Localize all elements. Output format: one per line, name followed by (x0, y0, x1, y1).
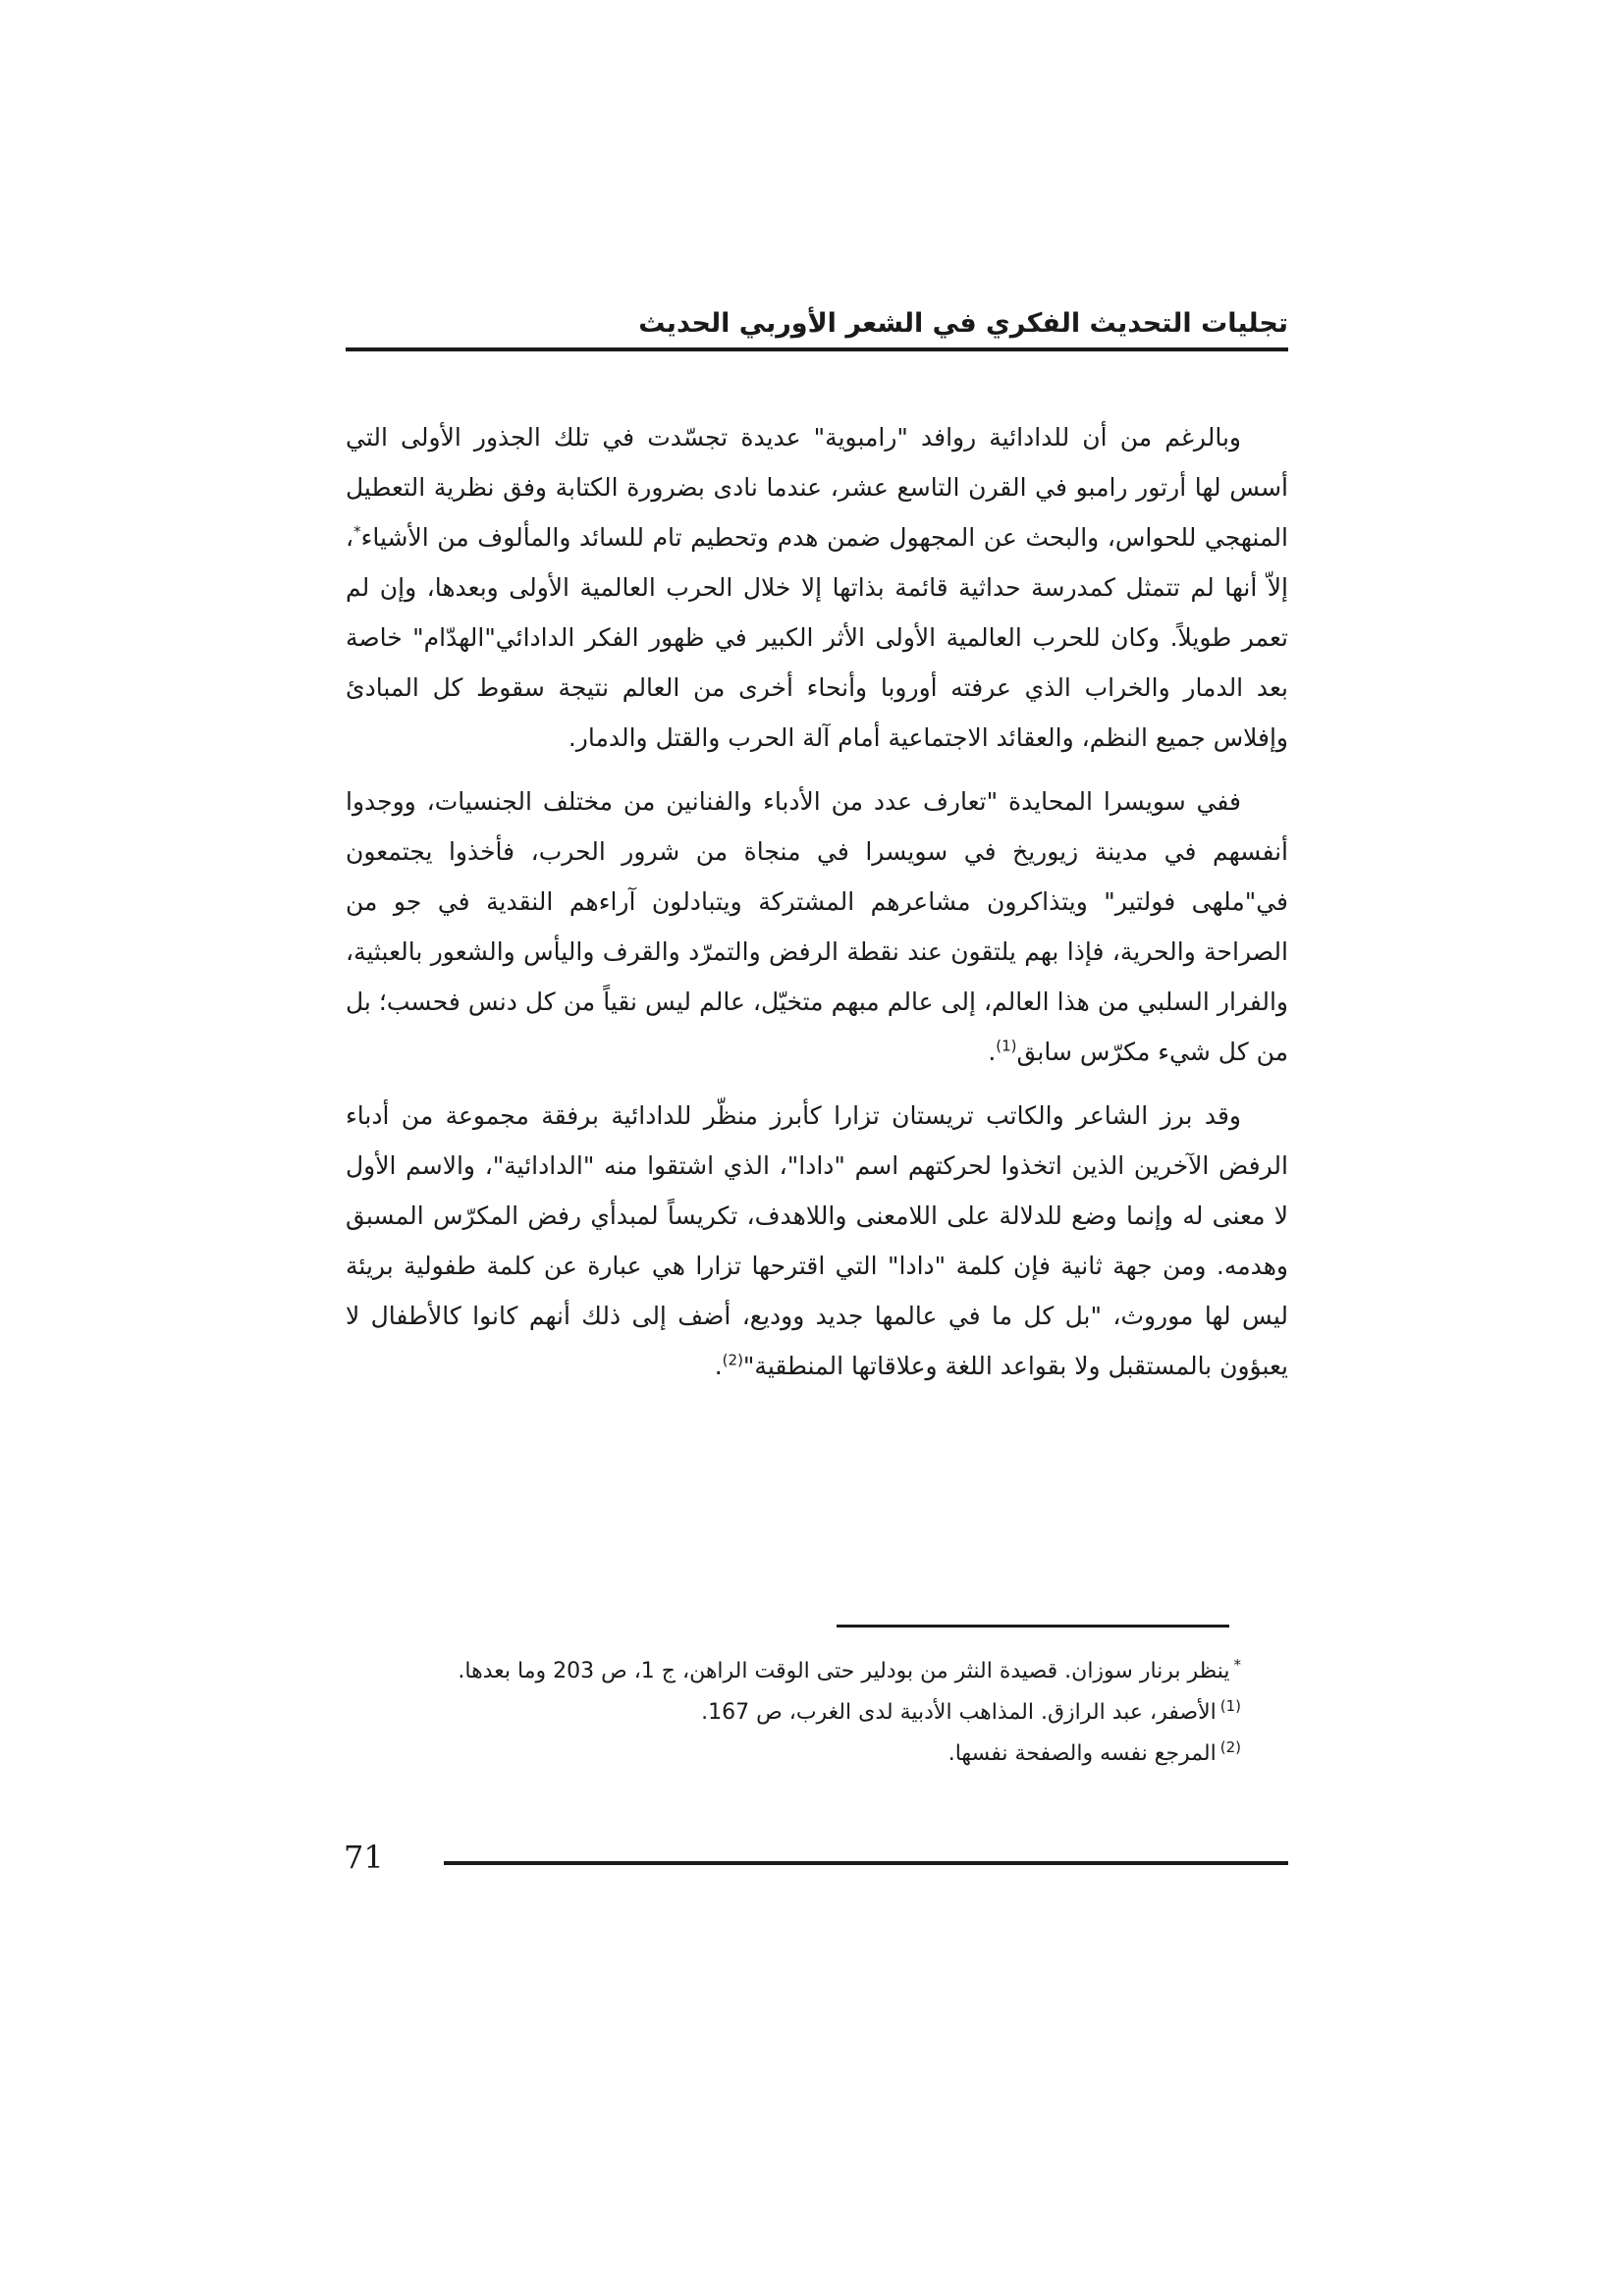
footnote-text: الأصفر، عبد الرازق. المذاهب الأدبية لدى الغرب، ص 167. (701, 1700, 1217, 1725)
paragraph (346, 1091, 1288, 1391)
footnote-reference: (2) (722, 1351, 743, 1369)
paragraph-text-tail: . (714, 1352, 723, 1380)
footnote-reference: * (353, 522, 361, 541)
paragraph-text: وبالرغم من أن للدادائية روافد "رامبوية" عديدة تجسّدت في تلك الجذور الأولى التي أسس لها أرتور رامبو في القرن التاسع عشر، عندما نادى بضرورة الكتابة وفق نظرية التعطيل المنهجي للحواس، والبحث عن المجهول ضمن هدم وتحطيم تام للسائد والمألوف من الأشياء (346, 423, 1288, 552)
footnote-marker: * (1233, 1655, 1241, 1674)
footnote-text: المرجع نفسه والصفحة نفسها. (947, 1741, 1217, 1766)
header-rule (346, 347, 1288, 351)
paragraph-text-tail: . (988, 1038, 997, 1066)
footnote-marker: (2) (1219, 1737, 1241, 1756)
footnote (346, 1734, 1288, 1775)
footnote-reference: (1) (996, 1037, 1017, 1055)
footnotes (346, 1651, 1288, 1775)
footnote (346, 1692, 1288, 1734)
footer-rule (444, 1861, 1288, 1865)
page-number: 71 (344, 1839, 384, 1876)
footnote-separator (837, 1625, 1229, 1628)
body-text (346, 412, 1288, 1405)
footnote-text: ينظر برنار سوزان. قصيدة النثر من بودلير حتى الوقت الراهن، ج 1، ص 203 وما بعدها. (458, 1659, 1230, 1683)
footnote (346, 1651, 1288, 1692)
paragraph (346, 776, 1288, 1077)
paragraph-text: وقد برز الشاعر والكاتب تريستان تزارا كأبرز منظّر للدادائية برفقة مجموعة من أدباء الرفض الآخرين الذين اتخذوا لحركتهم اسم "دادا"، الذي اشتقوا منه "الدادائية"، والاسم الأول لا معنى له وإنما وضع للدلالة على اللامعنى واللاهدف، تكريساً لمبدأي رفض المكرّس المسبق وهدمه. ومن جهة ثانية فإن كلمة "دادا" التي اقترحها تزارا هي عبارة عن كلمة طفولية بريئة ليس لها موروث، "بل كل ما في عالمها جديد ووديع، أضف إلى ذلك أنهم كانوا كالأطفال لا يعبؤون بالمستقبل ولا بقواعد اللغة وعلاقاتها المنطقية" (346, 1101, 1288, 1380)
running-header: تجليات التحديث الفكري في الشعر الأوربي الحديث (638, 308, 1288, 339)
paragraph-text-tail: ، إلاّ أنها لم تتمثل كمدرسة حداثية قائمة بذاتها إلا خلال الحرب العالمية الأولى وبعدها، وإن لم تعمر طويلاً. وكان للحرب العالمية الأولى الأثر الكبير في ظهور الفكر الدادائي"الهدّام" خاصة بعد الدمار والخراب الذي عرفته أوروبا وأنحاء أخرى من العالم نتيجة سقوط كل المبادئ وإفلاس جميع النظم، والعقائد الاجتماعية أمام آلة الحرب والقتل والدمار. (346, 523, 1288, 752)
paragraph (346, 412, 1288, 763)
paragraph-text: ففي سويسرا المحايدة "تعارف عدد من الأدباء والفنانين من مختلف الجنسيات، ووجدوا أنفسهم في مدينة زيوريخ في سويسرا في منجاة من شرور الحرب، فأخذوا يجتمعون في"ملهى فولتير" ويتذاكرون مشاعرهم المشتركة ويتبادلون آراءهم النقدية في جو من الصراحة والحرية، فإذا بهم يلتقون عند نقطة الرفض والتمرّد والقرف واليأس والشعور بالعبثية، والفرار السلبي من هذا العالم، إلى عالم مبهم متخيّل، عالم ليس نقياً من كل دنس فحسب؛ بل من كل شيء مكرّس سابق (346, 787, 1288, 1066)
footnote-marker: (1) (1219, 1696, 1241, 1715)
